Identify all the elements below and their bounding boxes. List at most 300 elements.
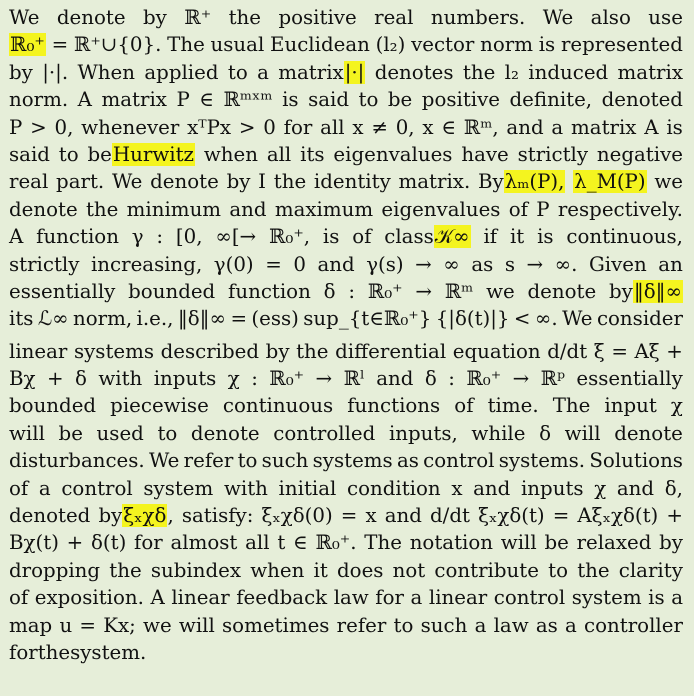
word-text: The: [167, 33, 205, 57]
word: [604, 392, 656, 419]
word: [430, 502, 470, 529]
word-text: positive: [278, 6, 357, 29]
word-text: while: [471, 421, 526, 445]
word: [464, 114, 499, 141]
word: [488, 392, 539, 419]
word-text: P: [176, 88, 190, 112]
word-text: for: [9, 640, 38, 664]
text-line: [9, 392, 683, 419]
word-text: condition: [347, 476, 441, 500]
word-text: we: [486, 279, 515, 303]
word-text: bounded: [128, 279, 216, 303]
word-text: the: [577, 558, 610, 582]
word: [9, 502, 90, 529]
word: [157, 420, 177, 447]
word-text: have: [461, 142, 509, 166]
word-text: x: [451, 476, 463, 500]
word-text: P: [9, 115, 23, 139]
word-text: >: [238, 115, 256, 139]
word: [473, 475, 510, 502]
word-text: systems: [73, 339, 155, 363]
word-text: all: [266, 142, 292, 166]
word: [278, 4, 356, 31]
word-text: the: [228, 6, 262, 29]
word: [544, 529, 568, 556]
word: [333, 141, 452, 168]
word: [86, 196, 118, 223]
word-text: be: [58, 421, 83, 445]
word-text: essentially: [9, 279, 116, 303]
word-text: is: [282, 88, 299, 112]
word: [441, 114, 456, 141]
word-text: of: [9, 586, 29, 610]
word: [9, 420, 45, 447]
word-text: described: [160, 339, 260, 363]
word-text: ξₓχδ(0): [261, 504, 333, 528]
word: [156, 223, 163, 250]
word: [54, 114, 73, 141]
word: [127, 196, 221, 223]
word: [499, 447, 585, 474]
word-text: said: [9, 142, 50, 166]
word-text: γ(0): [213, 252, 254, 276]
text-line: [9, 196, 683, 223]
word: [375, 584, 404, 611]
word: [553, 502, 570, 529]
word: [59, 612, 72, 639]
word-text: all: [245, 531, 270, 555]
word-text: ∞.: [554, 252, 578, 276]
text-line: [9, 86, 683, 113]
word: [9, 223, 23, 250]
word: [258, 168, 266, 195]
word: [348, 278, 355, 305]
word-text: is: [537, 225, 554, 249]
word-text: as: [535, 613, 558, 637]
word: [266, 338, 290, 365]
word: [228, 365, 240, 392]
word-text: induced: [528, 60, 609, 84]
word-text: minimum: [126, 197, 222, 221]
word-text: We: [9, 6, 40, 29]
word: [553, 392, 591, 419]
word: [415, 251, 432, 278]
word: [317, 251, 354, 278]
word: [275, 196, 373, 223]
word-text: x: [422, 115, 434, 139]
word-text: a: [565, 613, 577, 637]
word: [365, 502, 376, 529]
word: [224, 475, 268, 502]
word-text: ‖δ‖∞: [177, 307, 227, 331]
word: [423, 447, 494, 474]
word-text: δ(t): [91, 531, 127, 555]
text-line: [9, 305, 683, 332]
word: [352, 223, 371, 250]
word-text: whenever: [81, 115, 180, 139]
word-text: =: [552, 504, 570, 528]
word-text: +: [66, 531, 84, 555]
word: [171, 584, 229, 611]
word: [236, 584, 327, 611]
word: [143, 475, 213, 502]
word-text: ℝᵐ: [444, 279, 474, 303]
word-text: s: [504, 252, 515, 276]
word: [577, 557, 609, 584]
word: [143, 612, 172, 639]
word: [644, 114, 658, 141]
word: [112, 168, 142, 195]
word: [223, 392, 333, 419]
word: [265, 251, 282, 278]
word-text: ℝ₀⁺: [269, 367, 305, 391]
word-text: positive: [421, 88, 500, 112]
word-text: ℝ₀⁺: [466, 367, 502, 391]
word: [619, 557, 683, 584]
word: [73, 305, 132, 332]
word-text: functions: [347, 394, 441, 418]
word-text: with: [223, 476, 268, 500]
word-text: ≠: [371, 115, 388, 139]
word: [101, 86, 166, 113]
word: [176, 223, 203, 250]
word-text: I: [258, 170, 266, 194]
word: [9, 196, 78, 223]
word: [666, 114, 682, 141]
word-text: almost: [170, 531, 238, 555]
word: [230, 305, 247, 332]
word-text: also: [590, 6, 631, 29]
word: [257, 59, 269, 86]
word-text: i.e.,: [136, 307, 174, 331]
word-text: a: [257, 60, 269, 84]
word: [453, 338, 541, 365]
word: [239, 114, 256, 141]
word-text: identity: [313, 170, 391, 194]
word: [204, 141, 258, 168]
word: [77, 59, 135, 86]
word: [536, 612, 558, 639]
word-text: maximum: [274, 197, 374, 221]
word-text: A: [644, 115, 659, 139]
word-text: will: [564, 421, 601, 445]
word-text: d/dt: [430, 504, 470, 528]
word-text: →: [512, 367, 530, 391]
word: [314, 168, 391, 195]
word-text: a: [551, 115, 564, 139]
word: [561, 31, 683, 58]
text-line: [9, 141, 683, 168]
word-text: δ,: [664, 476, 683, 500]
word: [296, 338, 328, 365]
word: [251, 305, 298, 332]
word: [88, 141, 195, 168]
word: [471, 251, 493, 278]
word-text: matrix: [571, 115, 637, 139]
word: [537, 223, 553, 250]
word: [167, 31, 205, 58]
word: [471, 420, 525, 447]
word: [161, 338, 259, 365]
word-text: χ: [670, 394, 683, 418]
word: [149, 447, 179, 474]
word-text: function: [228, 279, 311, 303]
word: [267, 141, 291, 168]
word-text: (l₂): [375, 33, 406, 57]
word-text: of: [508, 197, 528, 221]
word-text: when: [203, 142, 258, 166]
word-text: for: [375, 586, 404, 610]
word-text: essentially: [576, 367, 683, 391]
word-text: is: [538, 33, 556, 57]
word: [223, 86, 272, 113]
word: [509, 196, 528, 223]
word-text: Euclidean: [270, 33, 370, 57]
highlighted-term: ξₓχδ: [123, 504, 167, 528]
word: [448, 365, 455, 392]
word-text: denote: [527, 279, 597, 303]
word: [584, 612, 683, 639]
word: [184, 447, 234, 474]
word-text: ∞.: [534, 307, 558, 331]
text-line: [9, 475, 683, 502]
word-text: [0,: [175, 225, 203, 249]
word: [134, 529, 163, 556]
word: [30, 114, 47, 141]
word-text: =: [340, 504, 358, 528]
word-text: controlled: [273, 421, 376, 445]
word: [415, 278, 432, 305]
text-line: [9, 223, 683, 250]
word: [9, 475, 28, 502]
word: [576, 365, 682, 392]
word: [591, 4, 631, 31]
word: [215, 223, 256, 250]
word-text: a: [474, 613, 487, 637]
word-text: if: [483, 225, 498, 249]
word-text: applied: [144, 60, 219, 84]
word-text: by: [226, 170, 251, 194]
word-text: δ: [74, 367, 87, 391]
word: [279, 475, 337, 502]
word-text: When: [77, 60, 135, 84]
word-text: ℝᵖ: [540, 367, 565, 391]
word: [39, 475, 51, 502]
word-text: eigenvalues: [333, 142, 453, 166]
word: [577, 529, 652, 556]
word: [618, 59, 683, 86]
word: [35, 584, 144, 611]
word-text: of: [352, 225, 372, 249]
word-text: such: [420, 613, 468, 637]
word-text: law: [493, 613, 529, 637]
word-text: γ: [131, 225, 144, 249]
word: [501, 529, 537, 556]
highlighted-term: ‖δ‖∞: [633, 279, 682, 303]
word: [451, 475, 462, 502]
word: [577, 502, 658, 529]
word: [245, 529, 269, 556]
word-text: time.: [487, 394, 539, 418]
word: [91, 529, 126, 556]
word-text: +: [666, 504, 683, 528]
word: [434, 557, 539, 584]
word: [376, 365, 413, 392]
word: [658, 251, 683, 278]
text-line: [9, 4, 683, 31]
word-text: we: [143, 613, 172, 637]
word: [211, 31, 265, 58]
word: [228, 278, 311, 305]
word: [666, 502, 683, 529]
word: [513, 365, 530, 392]
word: [9, 338, 67, 365]
text-line: [9, 251, 683, 278]
word: [480, 31, 533, 58]
word: [251, 365, 258, 392]
word: [9, 639, 38, 666]
word: [589, 251, 647, 278]
word-text: as: [396, 449, 419, 473]
word: [359, 86, 379, 113]
word: [510, 86, 593, 113]
word-text: and: [384, 504, 422, 528]
word: [494, 584, 565, 611]
word: [521, 475, 584, 502]
word: [475, 612, 487, 639]
body-paragraph: [9, 4, 683, 666]
word: [551, 114, 563, 141]
word-text: equation: [452, 339, 541, 363]
text-line: [9, 420, 683, 447]
word: [347, 392, 440, 419]
word: [227, 168, 251, 195]
word-text: control: [493, 586, 566, 610]
word: [443, 251, 459, 278]
word-text: linear: [428, 586, 488, 610]
word: [425, 365, 437, 392]
word-text: 0: [263, 115, 276, 139]
highlighted-term: λₘ(P),: [504, 170, 565, 194]
word-text: Given: [588, 252, 647, 276]
word-text: :: [348, 279, 355, 303]
word: [78, 86, 92, 113]
word: [238, 447, 258, 474]
word: [617, 475, 654, 502]
word: [278, 59, 365, 86]
word: [144, 59, 218, 86]
word-text: A: [9, 225, 24, 249]
word: [182, 502, 254, 529]
word: [421, 612, 468, 639]
word: [91, 251, 202, 278]
word-text: :: [448, 367, 455, 391]
word-text: by: [608, 279, 633, 303]
word-text: δ: [539, 421, 552, 445]
word-text: will: [178, 613, 215, 637]
word-text: as: [471, 252, 494, 276]
word: [528, 278, 597, 305]
word-text: By: [477, 170, 504, 194]
word-text: inputs: [153, 367, 217, 391]
word: [38, 639, 70, 666]
word-text: and: [376, 367, 414, 391]
word-text: ℒ∞: [37, 307, 69, 331]
word: [9, 392, 96, 419]
word-text: sup_{t∈ℝ₀⁺}: [303, 307, 432, 331]
word-text: ξ: [593, 339, 605, 363]
word: [214, 251, 254, 278]
word: [436, 305, 510, 332]
word: [461, 141, 508, 168]
word-text: initial: [278, 476, 337, 500]
word-text: Aξₓχδ(t): [577, 504, 659, 528]
word-text: controller: [584, 613, 683, 637]
word: [110, 392, 209, 419]
word-text: notation: [409, 531, 494, 555]
word: [665, 475, 683, 502]
word-text: We: [562, 307, 593, 331]
word-text: the: [85, 197, 119, 221]
word: [614, 420, 683, 447]
word: [74, 338, 154, 365]
word: [486, 278, 515, 305]
word-text: |·|.: [42, 60, 69, 84]
word-text: Solutions: [589, 449, 683, 473]
word-text: to: [237, 449, 258, 473]
word: [335, 338, 446, 365]
word: [527, 251, 544, 278]
word: [445, 278, 474, 305]
word: [572, 584, 642, 611]
word-text: disturbances.: [9, 449, 145, 473]
word: [9, 584, 28, 611]
text-line: [9, 168, 683, 195]
word: [548, 557, 568, 584]
word: [274, 168, 306, 195]
word: [143, 4, 167, 31]
word: [364, 529, 402, 556]
text-line: [9, 447, 683, 474]
word-text: ℝˡ: [343, 367, 365, 391]
word-text: satisfy:: [181, 504, 254, 528]
word-text: will: [9, 421, 45, 445]
word-text: d/dt: [547, 339, 588, 363]
text-line: [9, 365, 683, 392]
word-text: eigenvalues: [381, 197, 501, 221]
word: [179, 612, 215, 639]
word-text: δ: [323, 279, 336, 303]
word-text: part.: [56, 170, 105, 194]
word-text: 0: [293, 252, 306, 276]
word: [597, 141, 683, 168]
word: [97, 420, 144, 447]
word: [59, 141, 79, 168]
word-text: vector: [411, 33, 475, 57]
word-text: {|δ(t)|}: [435, 307, 510, 331]
word-text: its: [9, 307, 34, 331]
word: [368, 278, 403, 305]
word-text: by: [659, 531, 683, 555]
word: [191, 420, 260, 447]
word-text: linear: [9, 339, 68, 363]
word-text: system.: [70, 640, 147, 664]
word: [536, 196, 549, 223]
word-text: be: [544, 531, 569, 555]
word-text: by: [143, 6, 167, 29]
word-text: χ: [227, 367, 240, 391]
word: [334, 584, 369, 611]
